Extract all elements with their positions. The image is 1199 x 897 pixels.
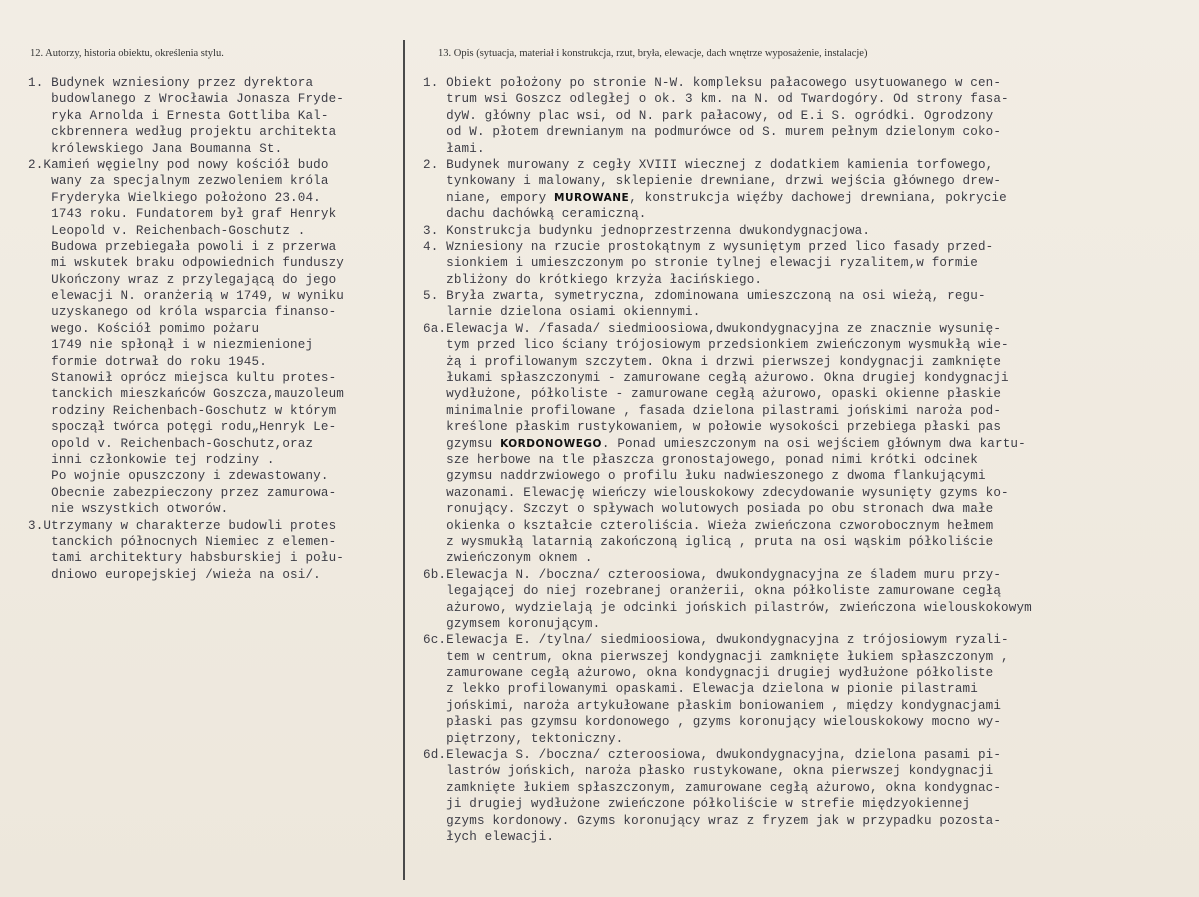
text-line: inni członkowie tej rodziny .: [28, 452, 275, 467]
text-line: ażurowo, wydzielają je odcinki jońskich pilastrów, zwieńczona wielouskokowym: [423, 600, 1032, 615]
text-line: 4. Wzniesiony na rzucie prostokątnym z wysuniętym przed lico fasady przed-: [423, 239, 994, 254]
section-13-header: 13. Opis (sytuacja, materiał i konstrukcja, rzut, bryła, elewacje, dach wnętrze wyposażenie, instalacje): [438, 48, 868, 59]
column-divider: [403, 40, 405, 880]
text-line: sze herbowe na tle płaszcza gronostajowego, ponad nimi krótki odcinek: [423, 452, 978, 467]
text-line: Stanowił oprócz miejsca kultu protes-: [28, 371, 337, 386]
text-line: Ukończony wraz z przylegającą do jego: [28, 272, 337, 287]
text-line: 1749 nie spłonął i w niezmienionej: [28, 338, 314, 353]
text-line: gzyms kordonowy. Gzyms koronujący wraz z fryzem jak w przypadku pozosta-: [423, 813, 1002, 828]
text-line: minimalnie profilowane , fasada dzielona pilastrami jońskimi naroża pod-: [423, 403, 1002, 418]
text-line: 1. Obiekt położony po stronie N-W. kompleksu pałacowego usytuowanego w cen-: [423, 76, 1002, 90]
text-line: zwieńczonym oknem .: [423, 551, 593, 566]
text-line: 6c.Elewacja E. /tylna/ siedmioosiowa, dwukondygnacyjna z trójosiowym ryzali-: [423, 633, 1009, 648]
text-line: budowlanego z Wrocławia Jonasza Fryde-: [28, 92, 345, 107]
text-line: dyW. główny plac wsi, od N. park pałacowy, od E.i S. ogródki. Ogrodzony: [423, 108, 994, 123]
text-line: gzymsem koronującym.: [423, 616, 601, 631]
text-line: 6d.Elewacja S. /boczna/ czteroosiowa, dwukondygnacyjna, dzielona pasami pi-: [423, 748, 1002, 763]
text-line: 2. Budynek murowany z cegły XVIII wiecznej z dodatkiem kamienia torfowego,: [423, 157, 994, 172]
text-line: ji drugiej wydłużone zwieńczone półkoliście w strefie międzyokiennej: [423, 797, 971, 812]
description-column: [423, 75, 1193, 845]
text-line: z lekko profilowanymi opaskami. Elewacja dzielona w pionie pilastrami: [423, 682, 978, 697]
text-line: od W. płotem drewnianym na podmurówce od S. murem pełnym dzielonym coko-: [423, 125, 1002, 140]
text-line: ckbrennera według projektu architekta: [28, 125, 337, 140]
text-line: zamknięte łukiem spłaszczonym, zamurowane cegłą ażurowo, okna kondygnac-: [423, 780, 1002, 795]
text-line: 5. Bryła zwarta, symetryczna, zdominowana umieszczoną na osi wieżą, regu-: [423, 289, 986, 304]
text-line: dachu dachówką ceramiczną.: [423, 207, 647, 222]
text-line: 2.Kamień węgielny pod nowy kościół budo: [28, 157, 329, 172]
text-line: jońskimi, naroża artykułowane płaskim boniowaniem , między kondygnacjami: [423, 698, 1002, 713]
text-line: formie dotrwał do roku 1945.: [28, 354, 267, 369]
text-line: wego. Kościół pomimo pożaru: [28, 321, 260, 336]
text-line: żą i profilowanym szczytem. Okna i drzwi pierwszej kondygnacji zamknięte: [423, 354, 1002, 369]
text-line: ronujący. Szczyt o spływach wolutowych posiada po obu stronach dwa małe: [423, 502, 994, 517]
text-line: trum wsi Goszcz odległej o ok. 3 km. na N. od Twardogóry. Od strony fasa-: [423, 92, 1009, 107]
handwritten-annotation: MUROWANE: [554, 191, 630, 204]
text-line: uzyskanego od króla wsparcia finanso-: [28, 305, 337, 320]
text-line: z wysmukłą latarnią zakończoną iglicą , pruta na osi wąskim półkoliście: [423, 534, 994, 549]
text-line: wazonami. Elewację wieńczy wielouskokowy zdecydowanie wysunięty gzyms ko-: [423, 485, 1009, 500]
text-line: 1. Budynek wzniesiony przez dyrektora: [28, 76, 314, 90]
text-line: larnie dzielona osiami okiennymi.: [423, 305, 701, 320]
text-line: 1743 roku. Fundatorem był graf Henryk: [28, 207, 337, 222]
text-line: wany za specjalnym zezwoleniem króla: [28, 174, 329, 189]
text-line: gzymsu naddrzwiowego o profilu łuku nadwieszonego z dwoma flankującymi: [423, 469, 986, 484]
section-12-header: 12. Autorzy, historia obiektu, określenia stylu.: [30, 48, 224, 59]
text-line: łych elewacji.: [423, 829, 555, 844]
text-line: piętrzony, tektoniczny.: [423, 731, 624, 746]
text-line: 3. Konstrukcja budynku jednoprzestrzenna dwukondygnacjowa.: [423, 223, 871, 238]
text-line: ryka Arnolda i Ernesta Gottliba Kal-: [28, 108, 329, 123]
text-line: Obecnie zabezpieczony przez zamurowa-: [28, 485, 337, 500]
text-line: elewacji N. oranżerią w 1749, w wyniku: [28, 289, 345, 304]
text-line: 3.Utrzymany w charakterze budowli protes: [28, 518, 337, 533]
text-line: rodziny Reichenbach-Goschutz w którym: [28, 403, 337, 418]
text-line: Fryderyka Wielkiego położono 23.04.: [28, 190, 321, 205]
text-line: dniowo europejskiej /wieża na osi/.: [28, 567, 321, 582]
text-line: okienka o kształcie czteroliścia. Wieża zwieńczona czworobocznym hełmem: [423, 518, 994, 533]
text-line: 6b.Elewacja N. /boczna/ czteroosiowa, dwukondygnacyjna ze śladem muru przy-: [423, 567, 1002, 582]
text-line: kreślone płaskim rustykowaniem, w połowie wysokości przebiega płaski pas: [423, 420, 1002, 435]
text-line: zbliżony do krótkiego krzyża łacińskiego.: [423, 272, 763, 287]
handwritten-annotation: KORDONOWEGO: [500, 437, 602, 450]
text-line: zamurowane cegłą ażurowo, okna kondygnacji drugiej wydłużone półkoliste: [423, 666, 994, 681]
text-line: spoczął twórca potęgi rodu„Henryk Le-: [28, 420, 337, 435]
history-column: [28, 75, 400, 583]
text-line: tem w centrum, okna pierwszej kondygnacji zamknięte łukiem spłaszczonym ,: [423, 649, 1009, 664]
text-line: lastrów jońskich, naroża płasko rustykowane, okna pierwszej kondygnacji: [423, 764, 994, 779]
text-line: tynkowany i malowany, sklepienie drewniane, drzwi wejścia głównego drew-: [423, 174, 1002, 189]
text-line: królewskiego Jana Boumanna St.: [28, 141, 283, 156]
text-line: tym przed lico ściany trójosiowym przedsionkiem zwieńczonym wysmukłą wie-: [423, 338, 1009, 353]
text-line: 6a.Elewacja W. /fasada/ siedmioosiowa,dwukondygnacyjna ze znacznie wysunię-: [423, 321, 1002, 336]
text-line: niane, empory MUROWANE, konstrukcja więźby dachowej drewniana, pokrycie: [423, 190, 1007, 205]
text-line: legającej do niej rozebranej oranżerii, okna półkoliste zamurowane cegłą: [423, 584, 1002, 599]
text-line: tanckich mieszkańców Goszcza,mauzoleum: [28, 387, 345, 402]
text-line: opold v. Reichenbach-Goschutz,oraz: [28, 436, 314, 451]
text-line: Leopold v. Reichenbach-Goschutz .: [28, 223, 306, 238]
text-line: nie wszystkich otworów.: [28, 502, 229, 517]
text-line: płaski pas gzymsu kordonowego , gzyms koronujący wielouskokowy mocno wy-: [423, 715, 1002, 730]
text-line: Po wojnie opuszczony i zdewastowany.: [28, 469, 329, 484]
text-line: łukami spłaszczonymi - zamurowane cegłą ażurowo. Okna drugiej kondygnacji: [423, 371, 1009, 386]
text-line: gzymsu KORDONOWEGO. Ponad umieszczonym na osi wejściem głównym dwa kartu-: [423, 436, 1026, 451]
text-line: sionkiem i umieszczonym po stronie tylnej elewacji ryzalitem,w formie: [423, 256, 978, 271]
text-line: tami architektury habsburskiej i połu-: [28, 551, 345, 566]
text-line: łami.: [423, 141, 485, 156]
text-line: mi wskutek braku odpowiednich funduszy: [28, 256, 345, 271]
text-line: tanckich północnych Niemiec z elemen-: [28, 534, 337, 549]
text-line: Budowa przebiegała powoli i z przerwa: [28, 239, 337, 254]
text-line: wydłużone, półkoliste - zamurowane cegłą ażurowo, opaski okienne płaskie: [423, 387, 1002, 402]
